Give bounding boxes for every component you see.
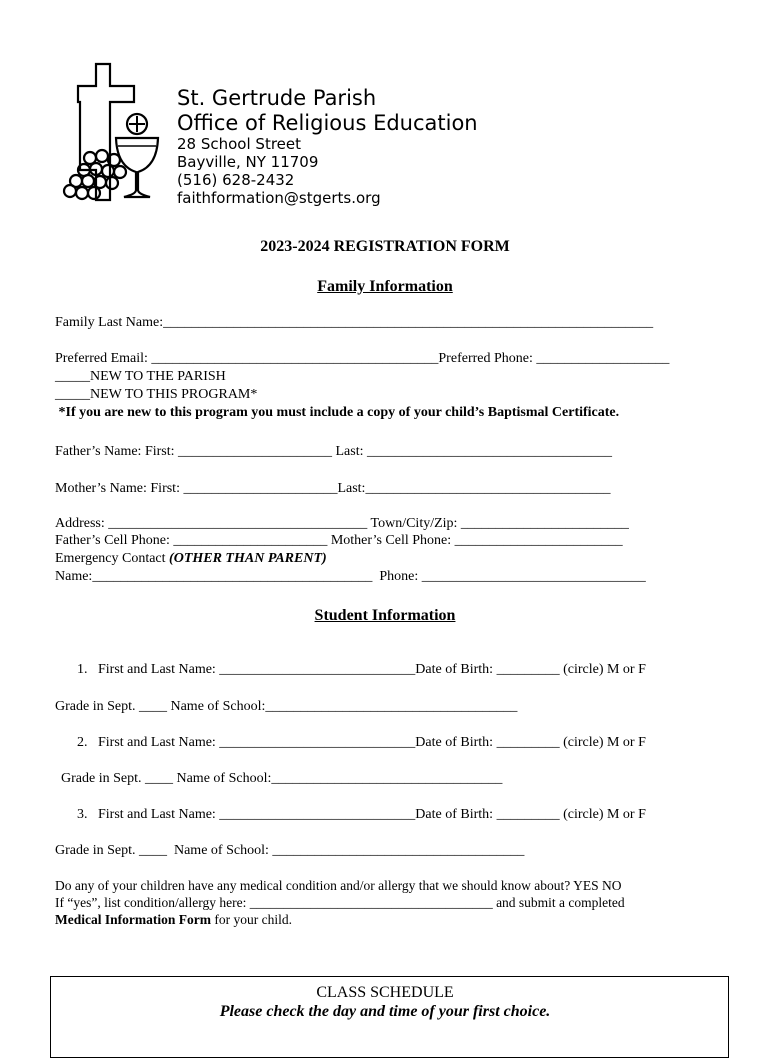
student-3-school-field[interactable]: Grade in Sept. ____ Name of School: ____________________________________	[55, 843, 525, 858]
student-2-name-field[interactable]: 2. First and Last Name: ____________________________Date of Birth: _________ (circle) M or F	[77, 735, 646, 750]
medical-condition-field[interactable]: If “yes”, list condition/allergy here: ____________________________________ and submit a completed	[55, 895, 625, 910]
medical-form-note	[55, 912, 292, 928]
address-field[interactable]: Address: _____________________________________ Town/City/Zip: ________________________	[55, 516, 629, 531]
baptismal-note: *If you are new to this program you must include a copy of your child’s Baptismal Certificate.	[55, 405, 620, 420]
student-1-school-field[interactable]: Grade in Sept. ____ Name of School:____________________________________	[55, 699, 518, 714]
parish-logo	[58, 60, 162, 208]
form-title: 2023-2024 REGISTRATION FORM	[260, 238, 510, 255]
office-name: Office of Religious Education	[177, 111, 478, 135]
office-email: faithformation@stgerts.org	[177, 189, 381, 207]
city-state-zip: Bayville, NY 11709	[177, 153, 319, 171]
family-info-heading: Family Information	[317, 278, 453, 295]
new-to-parish-field[interactable]: _____NEW TO THE PARISH	[55, 369, 226, 384]
medical-form-suffix: for your child.	[210, 912, 292, 927]
mother-name-field[interactable]: Mother’s Name: First: ______________________Last:___________________________________	[55, 481, 611, 496]
class-schedule-instruction: Please check the day and time of your first choice.	[219, 1003, 551, 1020]
student-info-heading: Student Information	[314, 607, 456, 624]
email-phone-field[interactable]: Preferred Email: _________________________________________Preferred Phone: ___________________	[55, 351, 670, 366]
street-address: 28 School Street	[177, 135, 301, 153]
family-last-name-field[interactable]: Family Last Name:______________________________________________________________________	[55, 315, 654, 330]
medical-question: Do any of your children have any medical condition and/or allergy that we should know about? YES NO	[55, 878, 622, 893]
medical-form-name: Medical Information Form	[55, 912, 211, 927]
student-3-name-field[interactable]: 3. First and Last Name: ____________________________Date of Birth: _________ (circle) M or F	[77, 807, 646, 822]
emergency-name-phone-field[interactable]: Name:________________________________________ Phone: ________________________________	[55, 569, 646, 584]
cell-phones-field[interactable]: Father’s Cell Phone: ______________________ Mother’s Cell Phone: ________________________	[55, 533, 623, 548]
class-schedule-title: CLASS SCHEDULE	[316, 984, 454, 1001]
father-name-field[interactable]: Father’s Name: First: ______________________ Last: ___________________________________	[55, 444, 612, 459]
parish-name: St. Gertrude Parish	[177, 86, 377, 110]
emergency-contact-label	[55, 551, 327, 567]
emergency-contact-prefix: Emergency Contact	[55, 551, 170, 566]
student-1-name-field[interactable]: 1. First and Last Name: ____________________________Date of Birth: _________ (circle) M or F	[77, 662, 646, 677]
new-to-program-field[interactable]: _____NEW TO THIS PROGRAM*	[55, 387, 258, 402]
emergency-contact-emphasis: (OTHER THAN PARENT)	[169, 551, 327, 566]
office-phone: (516) 628-2432	[177, 171, 295, 189]
student-2-school-field[interactable]: Grade in Sept. ____ Name of School:_________________________________	[61, 771, 503, 786]
